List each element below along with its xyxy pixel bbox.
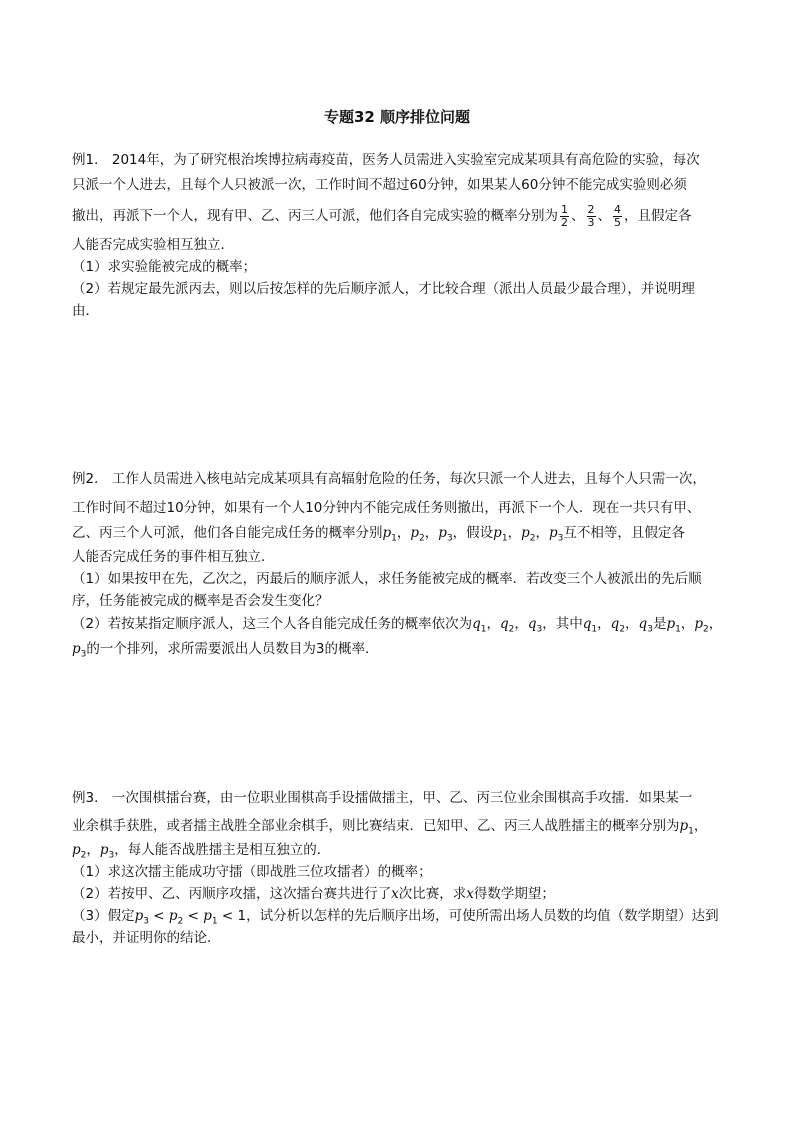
ex2-line-4: 人能否完成任务的事件相互独立．	[72, 549, 275, 565]
ex1-line-5: （1）求实验能被完成的概率；	[72, 259, 257, 275]
fraction-2-3: $\frac{2}{3}$	[587, 202, 595, 229]
ex2-line-5: （1）如果按甲在先，乙次之，丙最后的顺序派人，求任务能被完成的概率．若改变三个人被派出的先后顺	[72, 571, 702, 587]
ex1-line-3: 撤出，再派下一个人，现有甲、乙、丙三人可派，他们各自完成实验的概率分别为 $\frac{1}{2}$ 、 $\frac{2}{3}$ 、 $\frac{4}{5}$ ，且假定各	[72, 202, 692, 229]
ex2-line-1: 例2． 工作人员需进入核电站完成某项具有高辐射危险的任务，每次只派一个人进去，且每个人只需一次，	[72, 471, 706, 487]
ex3-line-4: （1）求这次擂主能成功守擂（即战胜三位攻擂者）的概率；	[72, 864, 432, 880]
ex1-line-7: 由．	[72, 303, 99, 319]
example-1	[72, 148, 728, 322]
ex2-line-8: $p_3$的一个排列，求所需要派出人员数目为3的概率．	[72, 641, 379, 660]
example-2	[72, 462, 728, 662]
ex3-line-6: （3）假定$p_3 < p_2 < p_1 < 1$，试分析以怎样的先后顺序出场，可使所需出场人员数的均值（数学期望）达到	[72, 908, 719, 927]
ex3-line-7: 最小，并证明你的结论．	[72, 930, 221, 946]
ex1-line-1: 例1． 2014年，为了研究根治埃博拉病毒疫苗，医务人员需进入实验室完成某项具有高危险的实验，每次	[72, 152, 700, 168]
ex2-line-6: 序，任务能被完成的概率是否会发生变化？	[72, 593, 329, 609]
ex3-line-1: 例3． 一次围棋擂台赛，由一位职业围棋高手设擂做擂主，甲、乙、丙三位业余围棋高手攻擂．如果某一	[72, 790, 693, 806]
ex2-line-2: 工作时间不超过10分钟，如果有一个人10分钟内不能完成任务则撤出，再派下一个人．现在一共只有甲、	[72, 500, 701, 516]
fraction-4-5: $\frac{4}{5}$	[614, 202, 621, 229]
ex1-line-2: 只派一个人进去，且每个人只被派一次，工作时间不超过60分钟，如果某人60分钟不能完成实验则必须	[72, 177, 687, 193]
ex3-line-2: 业余棋手获胜，或者擂主战胜全部业余棋手，则比赛结束．已知甲、乙、丙三人战胜擂主的概率分别为$p_1$，	[72, 818, 708, 837]
ex2-line-7: （2）若按某指定顺序派人，这三个人各自能完成任务的概率依次为$q_1$，$q_2$，$q_3$，其中$q_1$，$q_2$，$q_3$是$p_1$，$p_2$，	[72, 616, 723, 635]
ex2-line-3: 乙、丙三个人可派，他们各自能完成任务的概率分别$p_1$，$p_2$，$p_3$，假设$p_1$，$p_2$，$p_3$互不相等，且假定各	[72, 525, 685, 544]
example-3	[72, 782, 728, 949]
ex1-line-6: （2）若规定最先派丙去，则以后按怎样的先后顺序派人，才比较合理（派出人员最少最合理），并说明理	[72, 281, 695, 297]
fraction-1-2: $\frac{1}{2}$	[561, 202, 568, 229]
ex3-line-3: $p_2$，$p_3$，每人能否战胜擂主是相互独立的．	[72, 842, 331, 861]
page-title: 专题32 顺序排位问题	[323, 108, 471, 126]
ex1-line-4: 人能否完成实验相互独立．	[72, 237, 234, 253]
ex3-line-5: （2）若按甲、乙、丙顺序攻擂，这次擂台赛共进行了x次比赛，求x得数学期望；	[72, 886, 555, 902]
